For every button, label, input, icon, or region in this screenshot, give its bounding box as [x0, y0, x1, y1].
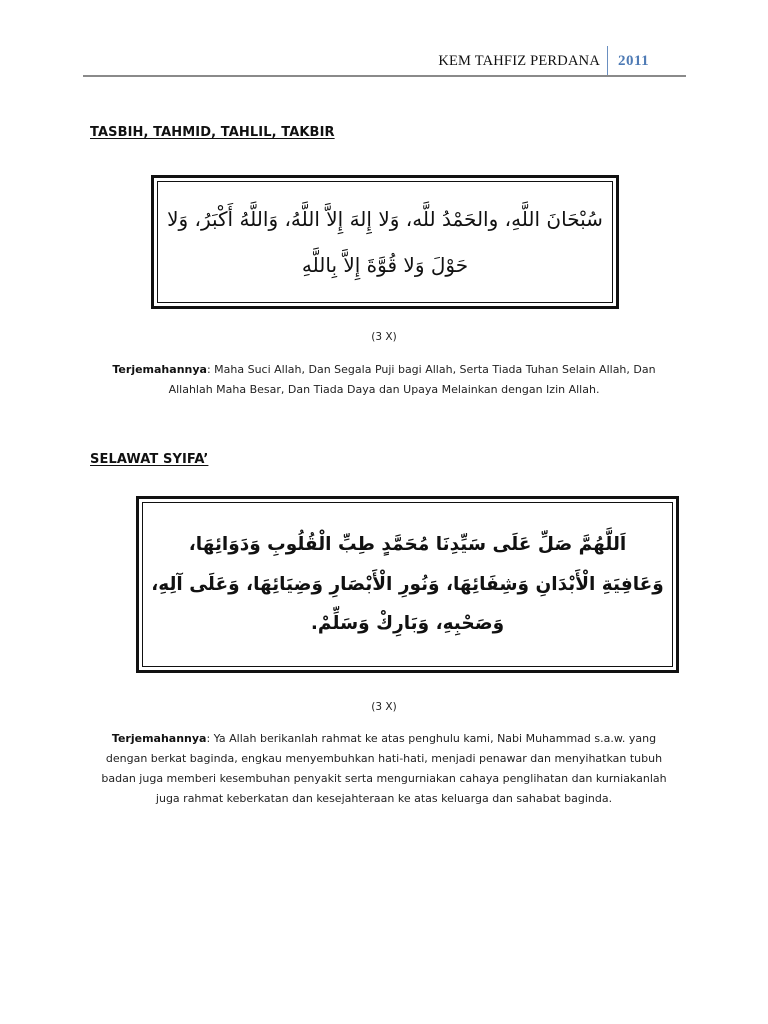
- arabic-line: وَعَافِيَةِ الْأَبْدَانِ وَشِفَائِهَا، وَنُورِ الْأَبْصَارِ وَضِيَائِهَا، وَعَلَى آلِهِ،: [151, 573, 664, 595]
- repeat-count: (3 X): [371, 701, 397, 713]
- translation-paragraph: [92, 729, 676, 809]
- arabic-line: وَصَحْبِهِ، وَبَارِكْ وَسَلِّمْ.: [310, 613, 505, 635]
- translation-paragraph: [92, 360, 676, 400]
- header-rule: [83, 75, 686, 77]
- section-heading-selawat: SELAWAT SYIFA’: [90, 452, 209, 467]
- translation-text: : Maha Suci Allah, Dan Segala Puji bagi Allah, Serta Tiada Tuhan Selain Allah, Dan Allahlah Maha Besar, Dan Tiada Daya dan Upaya Melainkan dengan Izin Allah.: [168, 363, 656, 396]
- repeat-count: (3 X): [371, 331, 397, 343]
- document-header-year: 2011: [618, 53, 650, 69]
- arabic-line: حَوْلَ وَلا قُوَّةَ إِلاَّ بِاللَّهِ: [301, 253, 469, 277]
- section-heading-tasbih: TASBIH, TAHMID, TAHLIL, TAKBIR: [90, 125, 335, 140]
- arabic-frame-selawat: [136, 496, 679, 673]
- arabic-text-selawat: [151, 525, 664, 644]
- document-header-title: KEM TAHFIZ PERDANA: [438, 53, 600, 69]
- arabic-frame-inner: [157, 181, 613, 303]
- arabic-text-tasbih: [167, 196, 603, 288]
- arabic-frame-tasbih: [151, 175, 619, 309]
- translation-label: Terjemahannya: [112, 363, 207, 376]
- translation-text: : Ya Allah berikanlah rahmat ke atas penghulu kami, Nabi Muhammad s.a.w. yang dengan berkat baginda, engkau menyembuhkan hati-hati, menjadi penawar dan menyihatkan tubuh badan juga memberi kesembuhan penyakit serta mengurniakan cahaya penglihatan dan kurniakanlah juga rahmat keberkatan dan kesejahteraan ke atas keluarga dan sahabat baginda.: [101, 732, 667, 805]
- arabic-line: اَللَّهُمَّ صَلِّ عَلَى سَيِّدِنَا مُحَمَّدٍ طِبِّ الْقُلُوبِ وَدَوَائِهَا،: [188, 534, 627, 556]
- arabic-frame-inner: [142, 502, 673, 667]
- translation-label: Terjemahannya: [111, 732, 207, 745]
- header-separator: [607, 46, 608, 76]
- arabic-line: سُبْحَانَ اللَّهِ، والحَمْدُ للَّه، وَلا إِلهَ إِلاَّ اللَّهُ، وَاللَّهُ أَكْبَرُ، وَلا: [167, 206, 603, 231]
